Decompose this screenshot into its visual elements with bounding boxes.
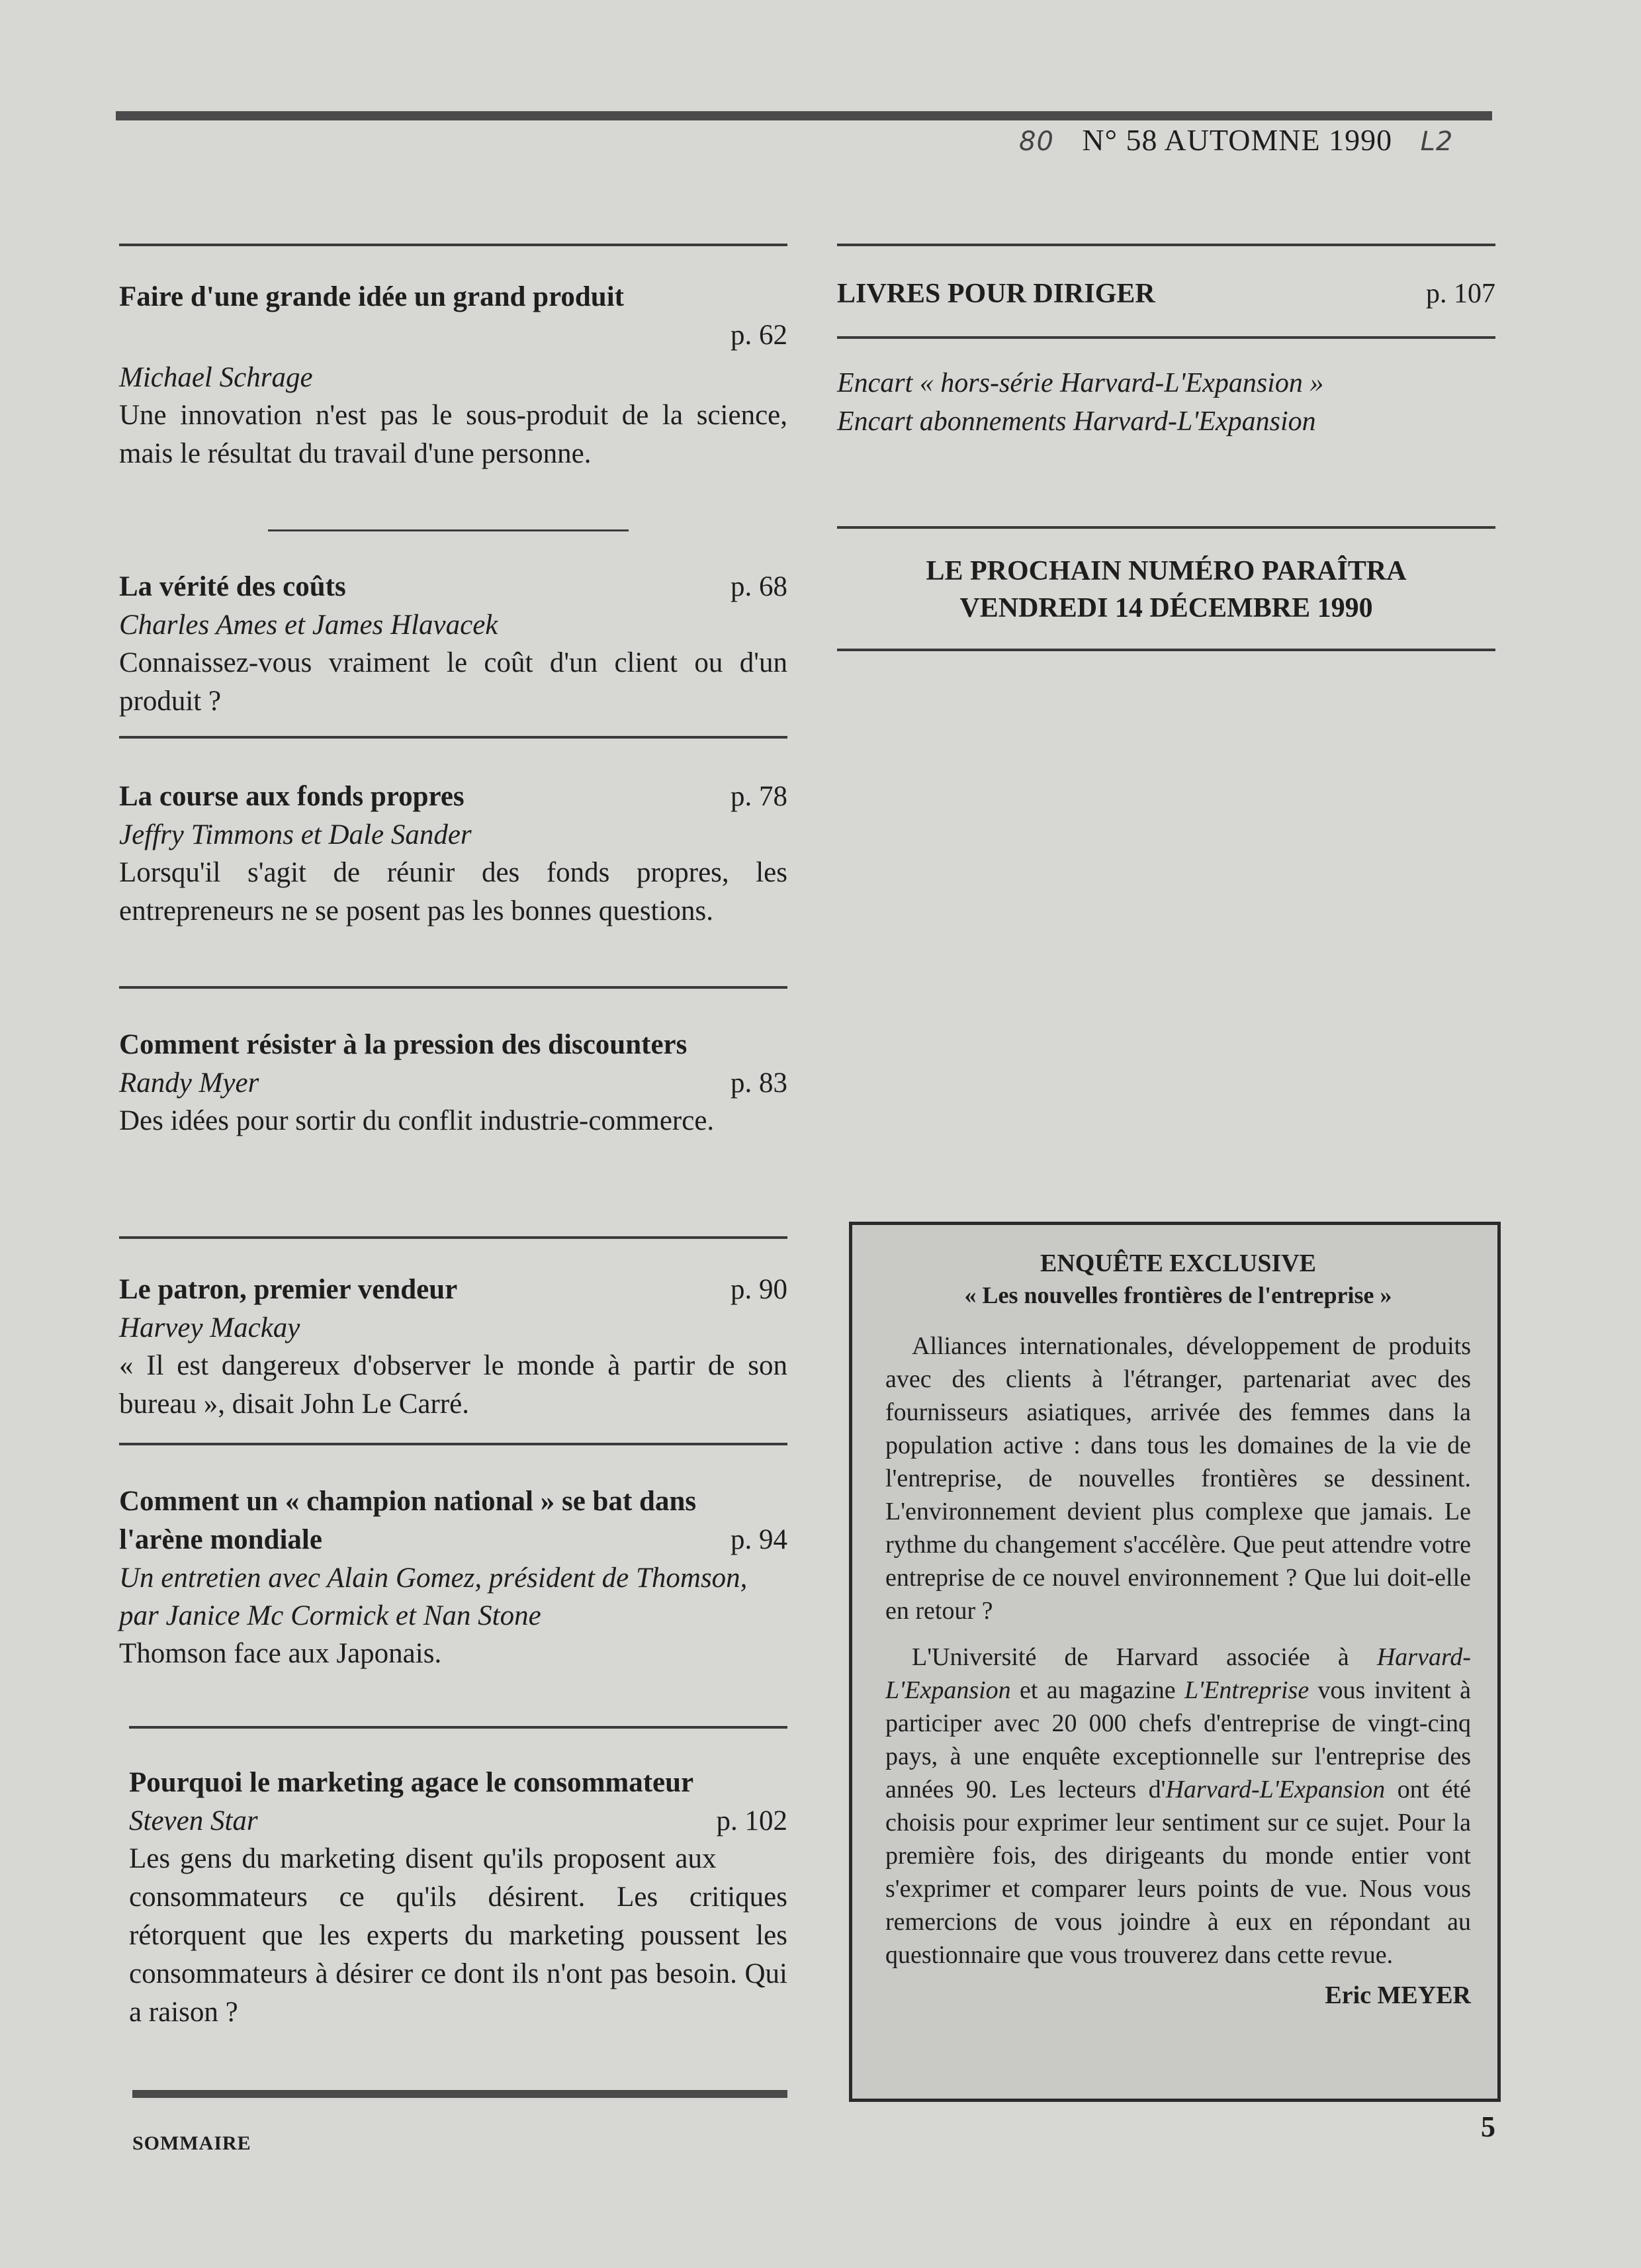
- article-page: p. 68: [731, 571, 787, 602]
- article-page: p. 102: [716, 1805, 787, 1837]
- inserts: [837, 364, 1495, 441]
- article-description: Lorsqu'il s'agit de réunir des fonds propres, les entrepreneurs ne se posent pas les bonnes questions.: [119, 857, 787, 927]
- article-title: p. 94 Comment un « champion national » se bat dans l'arène mondiale: [119, 1482, 787, 1559]
- article-2[interactable]: [119, 568, 787, 721]
- article-description: Connaissez-vous vraiment le coût d'un client ou d'un produit ?: [119, 647, 787, 717]
- article-title: p. 83 Comment résister à la pression des discounters: [119, 1026, 787, 1064]
- top-rule: [116, 111, 1492, 120]
- article-title: p. 68 La vérité des coûts: [119, 568, 787, 606]
- article-author: Steven Star: [129, 1805, 258, 1837]
- article-7[interactable]: [129, 1764, 787, 2032]
- article-page: p. 94: [731, 1524, 787, 1555]
- section-label: SOMMAIRE: [132, 2132, 251, 2154]
- article-1[interactable]: [119, 278, 787, 473]
- article-description: Les gens du marketing disent qu'ils proposent aux consommateurs ce qu'ils désirent. Les critiques rétorquent que les experts du marketing poussent les consommateurs à désirer ce dont ils n'ont pas besoin. Qui a raison ?: [129, 1843, 787, 2028]
- divider: [119, 1236, 787, 1239]
- article-author: Harvey Mackay: [119, 1312, 300, 1343]
- bottom-rule: [132, 2090, 787, 2098]
- survey-paragraph-2: L'Université de Harvard associée à Harvard-L'Expansion et au magazine L'Entreprise vous invitent à participer avec 20 000 chefs d'entreprise de vingt-cinq pays, à une enquête exceptionnelle sur l'entreprise des années 90. Les lecteurs d'Harvard-L'Expansion ont été choisis pour exprimer leur sentiment sur ce sujet. Pour la première fois, des dirigeants du monde entier vont s'exprimer et comparer leurs points de vue. Nous vous remercions de vous joindre à eux en répondant au questionnaire que vous trouverez dans cette revue.: [885, 1643, 1471, 1969]
- next-issue: [837, 553, 1495, 627]
- article-description: Des idées pour sortir du conflit industrie-commerce.: [119, 1105, 715, 1136]
- survey-subheading: « Les nouvelles frontières de l'entreprise »: [964, 1282, 1392, 1308]
- article-author: Jeffry Timmons et Dale Sander: [119, 819, 472, 850]
- article-description: Thomson face aux Japonais.: [119, 1638, 442, 1669]
- books-page: p. 107: [1426, 279, 1495, 309]
- article-3[interactable]: [119, 778, 787, 930]
- article-title: p. 90 Le patron, premier vendeur: [119, 1271, 787, 1309]
- article-title: p. 78 La course aux fonds propres: [119, 778, 787, 816]
- divider: [129, 1726, 787, 1729]
- article-title: Faire d'une grande idée un grand produit: [119, 281, 624, 312]
- survey-paragraph-1: Alliances internationales, développement de produits avec des clients à l'étranger, partenariat avec des fournisseurs asiatiques, arrivée des femmes dans la population active : dans tous les domaines de la vie de l'entreprise, de nouvelles frontières se dessinent. L'environnement devient plus complexe que jamais. Le rythme du changement s'accélère. Que peut attendre votre entreprise de ce nouvel environnement ? Que lui doit-elle en retour ?: [885, 1332, 1471, 1625]
- handwritten-note-right: L2: [1420, 126, 1454, 157]
- divider: [837, 336, 1495, 339]
- survey-heading: ENQUÊTE EXCLUSIVE: [1040, 1249, 1317, 1277]
- books-section[interactable]: [837, 278, 1495, 310]
- divider: [119, 986, 787, 989]
- article-page: p. 83: [731, 1067, 787, 1099]
- next-issue-line-2: VENDREDI 14 DÉCEMBRE 1990: [959, 593, 1373, 623]
- insert-hors-serie: Encart « hors-série Harvard-L'Expansion »: [837, 368, 1324, 398]
- divider: [119, 736, 787, 739]
- divider: [119, 1443, 787, 1445]
- divider: [268, 529, 629, 531]
- handwritten-note-left: 80: [1019, 126, 1054, 157]
- divider: [837, 526, 1495, 529]
- article-page: p. 78: [731, 781, 787, 812]
- divider: [837, 649, 1495, 651]
- article-page: p. 90: [731, 1274, 787, 1305]
- article-description: Une innovation n'est pas le sous-produit de la science, mais le résultat du travail d'une personne.: [119, 400, 787, 469]
- divider: [837, 244, 1495, 246]
- books-title: p. 107 LIVRES POUR DIRIGER: [837, 279, 1495, 309]
- survey-signature: Eric MEYER: [1325, 1981, 1471, 2009]
- article-title: p. 102 Pourquoi le marketing agace le consommateur: [129, 1764, 787, 1802]
- divider: [119, 244, 787, 246]
- article-description: « Il est dangereux d'observer le monde à partir de son bureau », disait John Le Carré.: [119, 1350, 787, 1420]
- issue-label: N° 58 AUTOMNE 1990: [1082, 123, 1393, 157]
- page-number: 5: [1481, 2110, 1495, 2143]
- issue-header: [1019, 122, 1495, 158]
- survey-box: [849, 1222, 1501, 2102]
- article-author: Randy Myer: [119, 1067, 259, 1099]
- article-author: Michael Schrage: [119, 362, 313, 393]
- article-4[interactable]: [119, 1026, 787, 1140]
- article-author: Charles Ames et James Hlavacek: [119, 610, 498, 641]
- next-issue-line-1: LE PROCHAIN NUMÉRO PARAÎTRA: [926, 556, 1407, 586]
- article-6[interactable]: [119, 1482, 787, 1673]
- insert-abonnements: Encart abonnements Harvard-L'Expansion: [837, 406, 1316, 437]
- article-page: p. 62: [731, 320, 787, 351]
- article-5[interactable]: [119, 1271, 787, 1424]
- article-author: Un entretien avec Alain Gomez, président de Thomson, par Janice Mc Cormick et Nan Stone: [119, 1563, 748, 1631]
